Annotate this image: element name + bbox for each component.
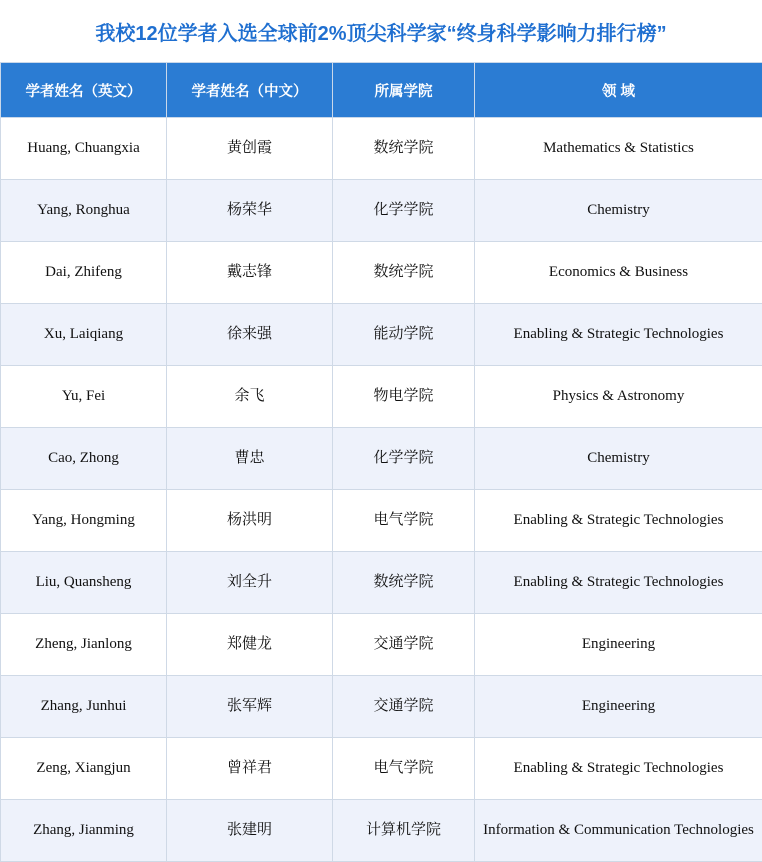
cell-field: Engineering [475,676,762,738]
cell-name-cn: 戴志锋 [167,242,333,304]
cell-college: 化学学院 [333,180,475,242]
table-row [1,366,762,428]
table-row [1,552,762,614]
cell-name-cn: 杨荣华 [167,180,333,242]
cell-name-cn: 刘全升 [167,552,333,614]
cell-name-en: Yu, Fei [1,366,167,428]
cell-field: Economics & Business [475,242,762,304]
cell-name-cn: 张建明 [167,800,333,862]
cell-field: Information & Communication Technologies [475,800,762,862]
cell-name-cn: 余飞 [167,366,333,428]
cell-field: Enabling & Strategic Technologies [475,490,762,552]
cell-name-en: Huang, Chuangxia [1,118,167,180]
cell-name-cn: 黄创霞 [167,118,333,180]
cell-college: 电气学院 [333,738,475,800]
table-row [1,304,762,366]
page-title: 我校12位学者入选全球前2%顶尖科学家“终身科学影响力排行榜” [95,17,666,46]
cell-name-en: Yang, Ronghua [1,180,167,242]
cell-name-cn: 杨洪明 [167,490,333,552]
column-header-name-cn: 学者姓名（中文） [167,63,333,118]
cell-name-cn: 曾祥君 [167,738,333,800]
cell-field: Enabling & Strategic Technologies [475,738,762,800]
cell-name-cn: 曹忠 [167,428,333,490]
cell-name-en: Dai, Zhifeng [1,242,167,304]
cell-college: 交通学院 [333,676,475,738]
cell-name-en: Xu, Laiqiang [1,304,167,366]
cell-name-en: Zhang, Junhui [1,676,167,738]
cell-field: Chemistry [475,180,762,242]
table-body [1,118,762,862]
table-row [1,428,762,490]
table-row [1,738,762,800]
cell-college: 物电学院 [333,366,475,428]
cell-field: Enabling & Strategic Technologies [475,552,762,614]
table-row [1,614,762,676]
table-header-row [1,63,762,118]
table-row [1,180,762,242]
cell-name-en: Zheng, Jianlong [1,614,167,676]
table-row [1,800,762,862]
cell-college: 数统学院 [333,118,475,180]
column-header-college: 所属学院 [333,63,475,118]
cell-college: 交通学院 [333,614,475,676]
cell-college: 化学学院 [333,428,475,490]
cell-name-en: Yang, Hongming [1,490,167,552]
table-header [1,63,762,118]
table-row [1,118,762,180]
column-header-field: 领 域 [475,63,762,118]
cell-name-en: Cao, Zhong [1,428,167,490]
cell-name-en: Zhang, Jianming [1,800,167,862]
cell-field: Engineering [475,614,762,676]
table-row [1,242,762,304]
cell-name-en: Liu, Quansheng [1,552,167,614]
cell-college: 电气学院 [333,490,475,552]
table-row [1,490,762,552]
cell-name-cn: 徐来强 [167,304,333,366]
cell-field: Mathematics & Statistics [475,118,762,180]
cell-college: 计算机学院 [333,800,475,862]
page-title-bar [0,0,762,62]
cell-name-en: Zeng, Xiangjun [1,738,167,800]
cell-field: Chemistry [475,428,762,490]
scholars-table [0,62,762,862]
cell-field: Enabling & Strategic Technologies [475,304,762,366]
cell-college: 数统学院 [333,242,475,304]
cell-college: 数统学院 [333,552,475,614]
cell-name-cn: 郑健龙 [167,614,333,676]
table-row [1,676,762,738]
cell-college: 能动学院 [333,304,475,366]
cell-field: Physics & Astronomy [475,366,762,428]
column-header-name-en: 学者姓名（英文） [1,63,167,118]
cell-name-cn: 张军辉 [167,676,333,738]
